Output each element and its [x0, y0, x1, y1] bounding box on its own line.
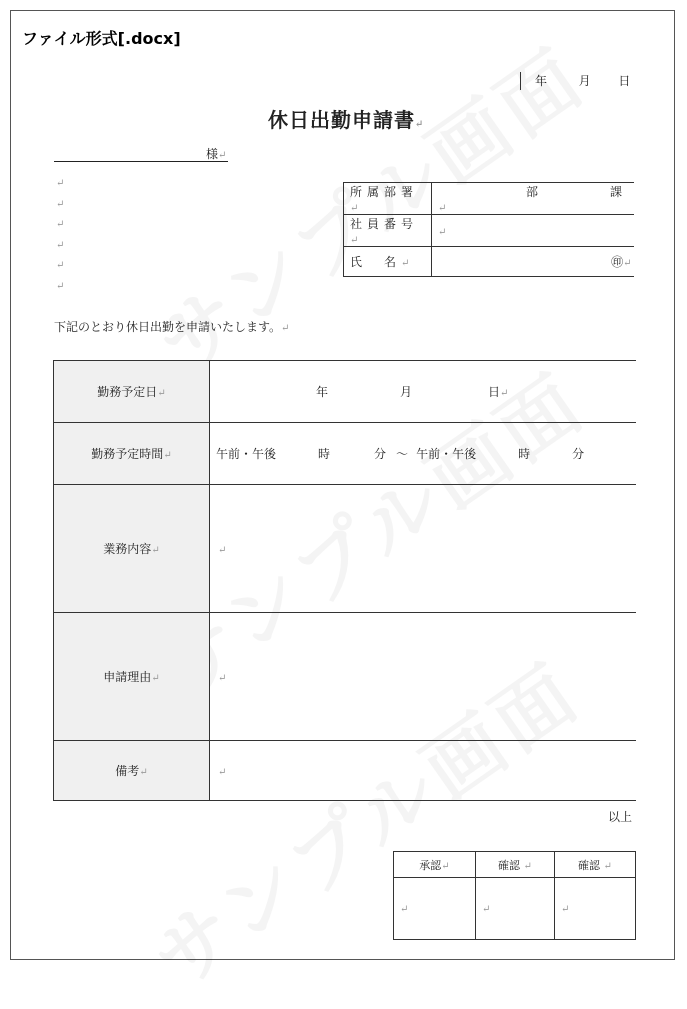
approval-table [393, 851, 636, 940]
department-label: 所属部署↵ [344, 183, 432, 215]
work-date-label: 勤務予定日↵ [54, 361, 210, 423]
department-field[interactable]: 部 課↵ [432, 183, 634, 215]
paragraph-mark: ↵ [56, 239, 65, 251]
paragraph-mark: ↵ [56, 219, 65, 230]
title-text: 休日出勤申請書 [268, 108, 415, 132]
addressee-underline [54, 161, 228, 162]
date-day: 日 [618, 74, 631, 88]
date-month: 月 [578, 74, 591, 88]
paragraph-mark: ↵ [56, 280, 65, 292]
paragraph-mark: ↵ [218, 150, 227, 161]
text-cursor [520, 72, 521, 90]
approve-stamp-box[interactable]: ↵ [394, 878, 476, 940]
date-year: 年 [535, 74, 548, 88]
department-value-2: 課 [610, 185, 623, 199]
addressee [206, 145, 226, 162]
paragraph-mark: ↵ [56, 198, 65, 210]
intro-sentence: 下記のとおり休日出勤を申請いたします。↵ [54, 320, 290, 334]
reason-field[interactable]: ↵ [210, 613, 636, 741]
remarks-field[interactable]: ↵ [210, 741, 636, 801]
confirm-stamp-box-2[interactable]: ↵ [555, 878, 636, 940]
file-format-label: ファイル形式[.docx] [22, 29, 181, 48]
seal-mark: ㊞ [611, 255, 624, 269]
document-title [268, 104, 424, 133]
closing-text: 以上 [608, 810, 633, 824]
approve-header: 承認↵ [394, 852, 476, 878]
name-label: 氏 名↵ [344, 247, 432, 277]
work-date-field[interactable]: 年 月 日↵ [210, 361, 636, 423]
reason-label: 申請理由↵ [54, 613, 210, 741]
request-table [53, 360, 636, 801]
remarks-label: 備考↵ [54, 741, 210, 801]
confirm-header-2: 確認 ↵ [555, 852, 636, 878]
department-value-1: 部 [526, 185, 539, 199]
work-content-label: 業務内容↵ [54, 485, 210, 613]
employee-number-label: 社員番号↵ [344, 215, 432, 247]
work-content-field[interactable]: ↵ [210, 485, 636, 613]
work-time-field[interactable]: 午前・午後 時 分 ～ 午前・午後 時 分 [210, 423, 636, 485]
paragraph-mark: ↵ [56, 178, 65, 189]
paragraph-mark: ↵ [415, 119, 425, 130]
applicant-info-table [343, 182, 634, 277]
employee-number-field[interactable]: ↵ [432, 215, 634, 247]
date-line [535, 72, 630, 89]
empty-paragraphs [56, 174, 64, 297]
paragraph-mark: ↵ [56, 260, 65, 271]
work-time-label: 勤務予定時間↵ [54, 423, 210, 485]
confirm-header-1: 確認 ↵ [476, 852, 555, 878]
confirm-stamp-box-1[interactable]: ↵ [476, 878, 555, 940]
name-field[interactable]: ㊞↵ [432, 247, 634, 277]
addressee-suffix: 様 [206, 147, 219, 161]
